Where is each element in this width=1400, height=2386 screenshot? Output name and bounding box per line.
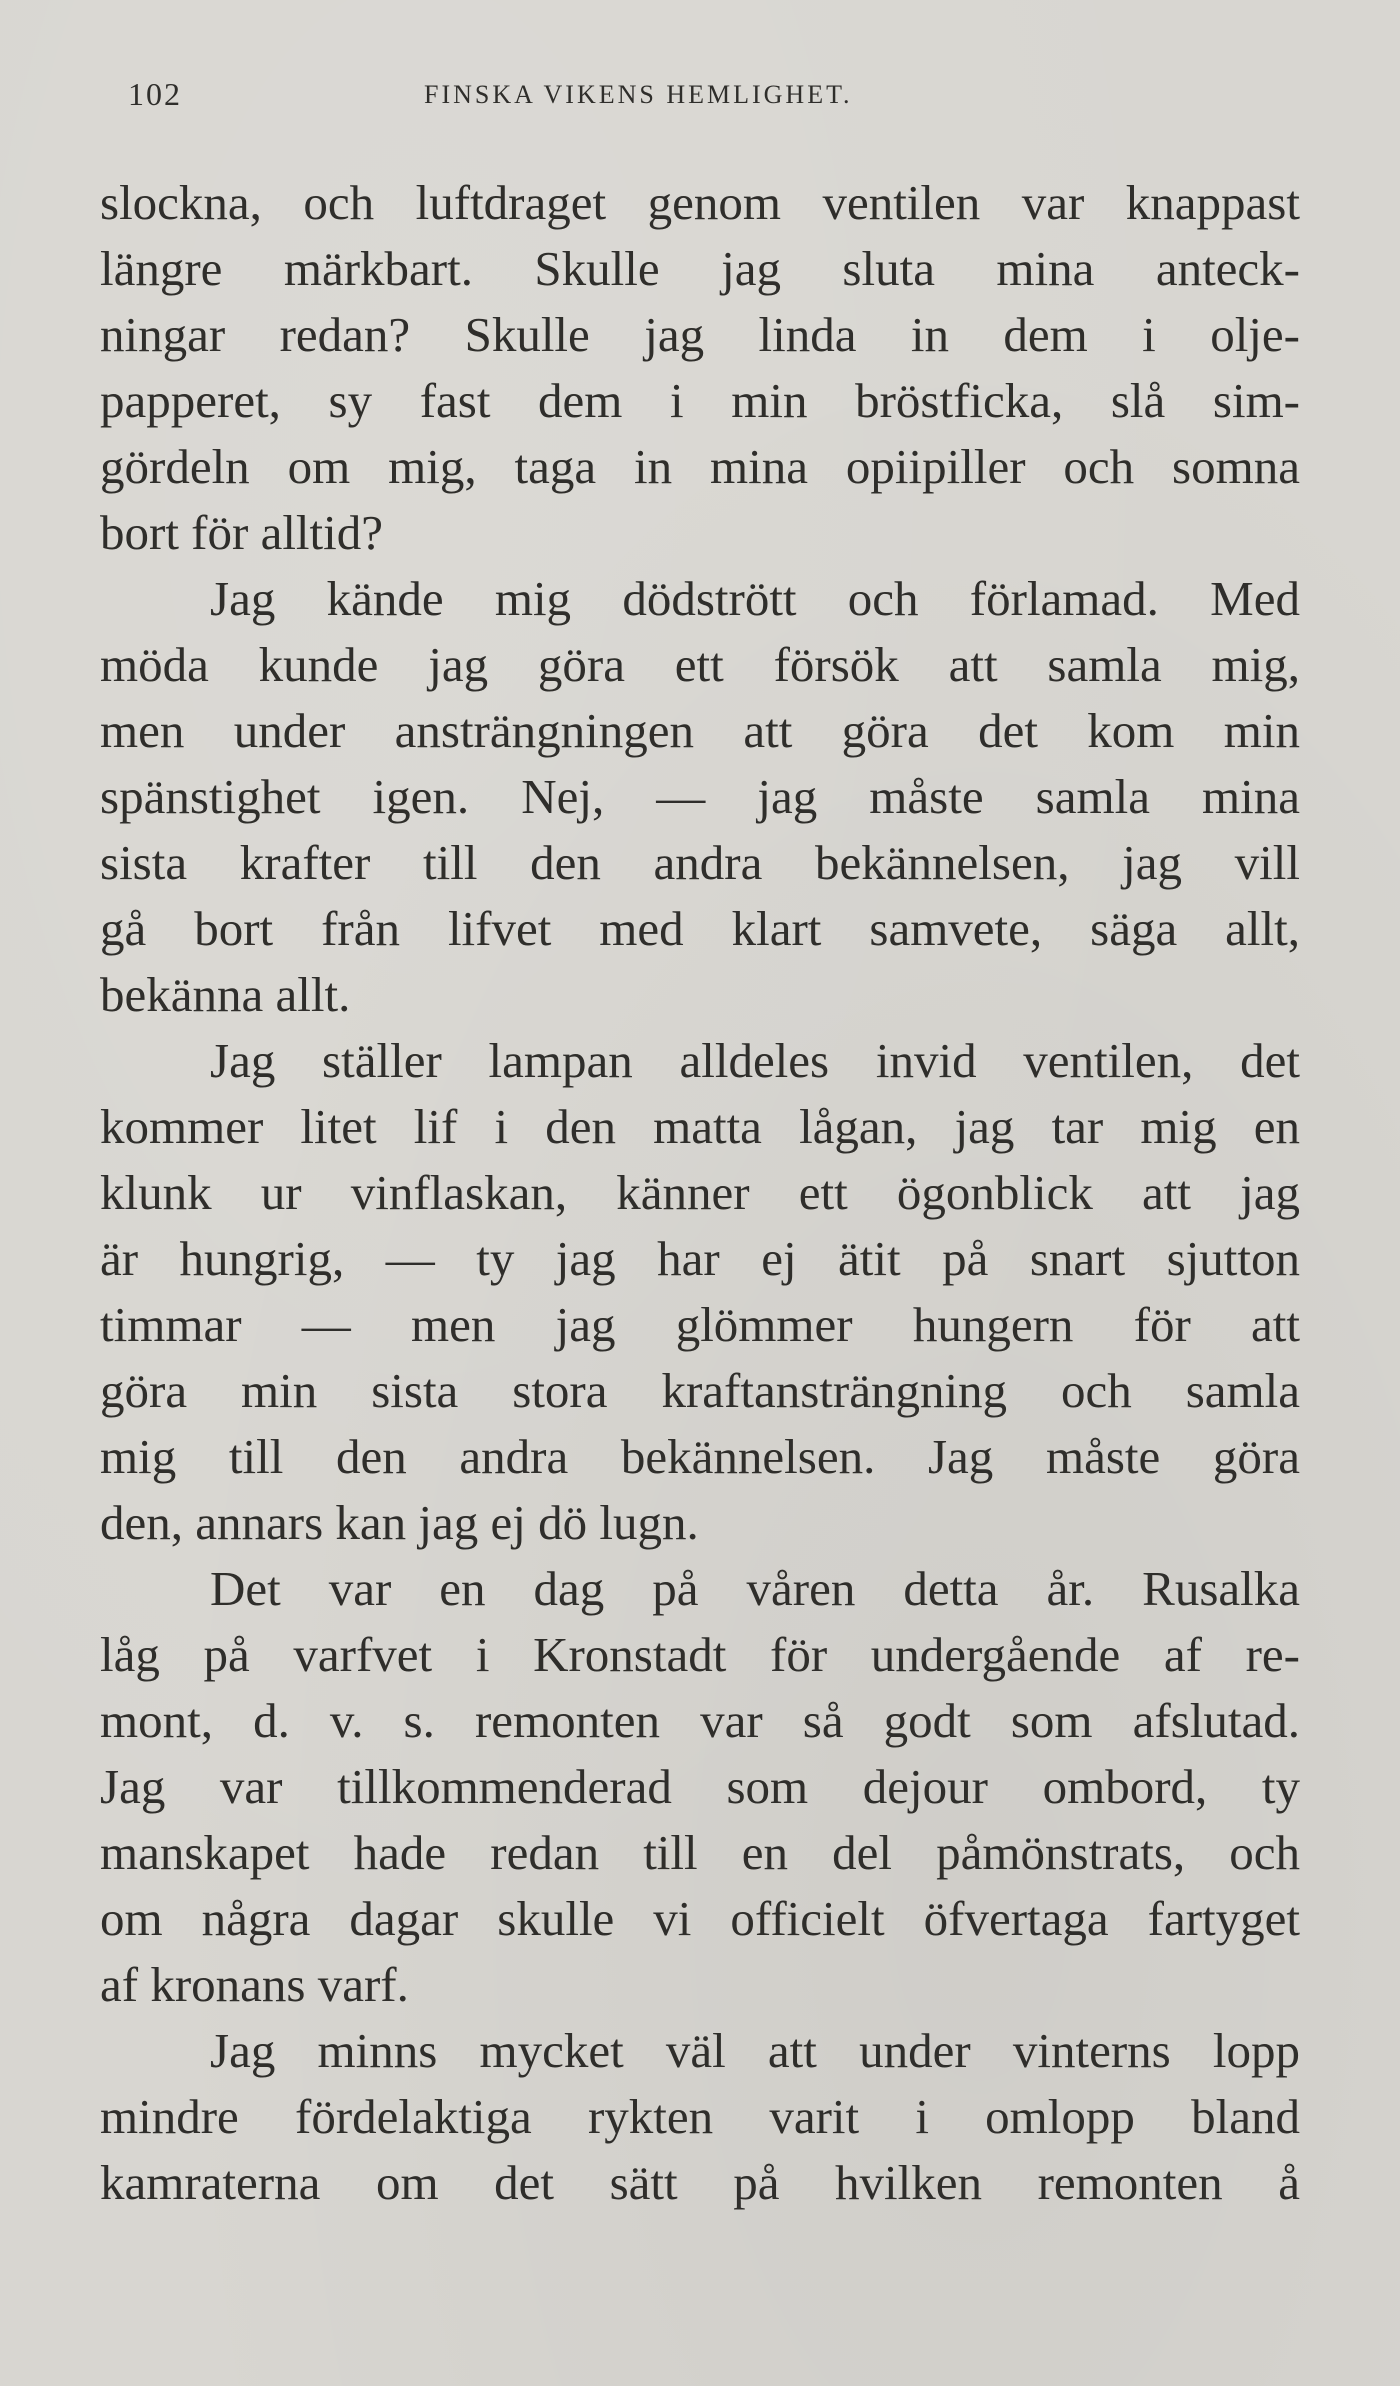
text-line: Jag minns mycket väl att under vinterns lopp — [210, 2023, 1300, 2078]
text-line: mig till den andra bekännelsen. Jag måste göra — [100, 1429, 1300, 1484]
text-line: mont, d. v. s. remonten var så godt som afslutad. — [100, 1693, 1300, 1748]
text-line: den, annars kan jag ej dö lugn. — [100, 1495, 699, 1550]
text-line: klunk ur vinflaskan, känner ett ögonblick att jag — [100, 1165, 1300, 1220]
text-line: kamraterna om det sätt på hvilken remonten å — [100, 2155, 1300, 2210]
text-line: mindre fördelaktiga rykten varit i omlopp bland — [100, 2089, 1300, 2144]
text-line: sista krafter till den andra bekännelsen, jag vill — [100, 835, 1300, 890]
page-header — [128, 76, 1288, 136]
text-line: Jag kände mig dödstrött och förlamad. Med — [210, 571, 1300, 626]
text-line: göra min sista stora kraftansträngning och samla — [100, 1363, 1300, 1418]
text-line: möda kunde jag göra ett försök att samla mig, — [100, 637, 1300, 692]
text-line: längre märkbart. Skulle jag sluta mina anteck- — [100, 241, 1300, 296]
text-line: Jag ställer lampan alldeles invid ventilen, det — [210, 1033, 1300, 1088]
text-line: spänstighet igen. Nej, — jag måste samla mina — [100, 769, 1300, 824]
text-line: bort för alltid? — [100, 505, 384, 560]
text-line: låg på varfvet i Kronstadt för undergående af re- — [100, 1627, 1300, 1682]
paragraph-1 — [100, 170, 1300, 566]
body-text — [100, 170, 1300, 2216]
paragraph-5 — [100, 2018, 1300, 2216]
text-line: papperet, sy fast dem i min bröstficka, slå sim- — [100, 373, 1300, 428]
text-line: ningar redan? Skulle jag linda in dem i olje- — [100, 307, 1300, 362]
text-line: af kronans varf. — [100, 1957, 409, 2012]
text-line: kommer litet lif i den matta lågan, jag tar mig en — [100, 1099, 1300, 1154]
text-line: är hungrig, — ty jag har ej ätit på snart sjutton — [100, 1231, 1300, 1286]
running-title: FINSKA VIKENS HEMLIGHET. — [424, 80, 853, 109]
text-line: Jag var tillkommenderad som dejour ombord, ty — [100, 1759, 1300, 1814]
text-line: men under ansträngningen att göra det kom min — [100, 703, 1300, 758]
text-line: bekänna allt. — [100, 967, 351, 1022]
paragraph-2 — [100, 566, 1300, 1028]
text-line: gördeln om mig, taga in mina opiipiller och somna — [100, 439, 1300, 494]
paragraph-4 — [100, 1556, 1300, 2018]
text-line: Det var en dag på våren detta år. Rusalka — [210, 1561, 1300, 1616]
text-line: om några dagar skulle vi officielt öfvertaga fartyget — [100, 1891, 1300, 1946]
text-line: manskapet hade redan till en del påmönstrats, och — [100, 1825, 1300, 1880]
text-line: slockna, och luftdraget genom ventilen var knappast — [100, 175, 1300, 230]
page-number: 102 — [128, 76, 182, 112]
text-line: gå bort från lifvet med klart samvete, säga allt, — [100, 901, 1300, 956]
paragraph-3 — [100, 1028, 1300, 1556]
text-line: timmar — men jag glömmer hungern för att — [100, 1297, 1300, 1352]
